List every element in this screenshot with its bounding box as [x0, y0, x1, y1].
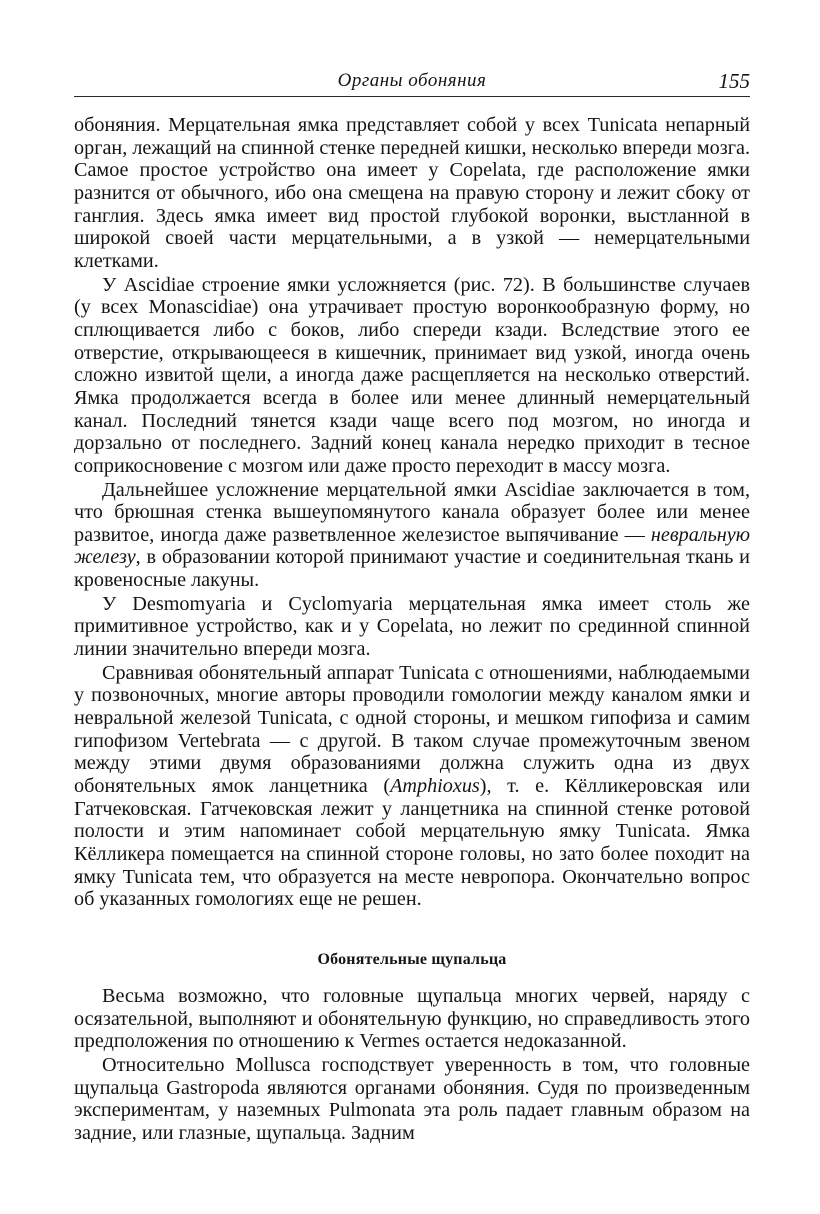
text-run: , в образовании которой принимают участие и соединительная ткань и кровеносные лакуны. [74, 546, 750, 592]
page-number: 155 [718, 69, 750, 93]
page-header [74, 68, 750, 97]
emphasized-term: невральную железу [74, 523, 750, 569]
text-run: Дальнейшее усложнение мерцательной ямки Ascidiae заключается в том, что брюшная стенка вышеупомянутого канала образует более или менее развитое, иногда даже разветвленное железистое выпячивание — [74, 478, 750, 546]
paragraph-ascidiae: У Ascidiae строение ямки усложняется (рис. 72). В большинстве случаев (у всех Monascidiae) она утрачивает простую воронкообразную форму, но сплющивается либо с боков, либо спереди кзади. Вследствие этого ее отверстие, открывающееся в кишечник, принимает вид узкой, иногда очень сложно извитой щели, а иногда даже расщепляется на несколько отверстий. Ямка продолжается всегда в более или менее длинный немерцательный канал. Последний тянется кзади чаще всего под мозгом, но иногда и дорзально от последнего. Задний конец канала нередко приходит в тесное соприкосновение с мозгом или даже просто переходит в массу мозга. [74, 273, 750, 477]
paragraph-mollusca: Относительно Mollusca господствует уверенность в том, что головные щупальца Gastropoda являются органами обоняния. Судя по произведенным экспериментам, у наземных Pulmonata эта роль падает главным образом на задние, или глазные, щупальца. Задним [74, 1053, 750, 1144]
body-text [74, 114, 750, 1145]
running-title: Органы обоняния [337, 70, 487, 91]
paragraph-homology [74, 662, 750, 911]
emphasized-term: Amphioxus [390, 775, 480, 798]
text-run: Сравнивая обонятельный аппарат Tunicata с отношениями, наблюдаемыми у позвоночных, многие авторы проводили гомологии между каналом ямки и невральной железой Tunicata, с одной стороны, и мешком гипофиза и самим гипофизом Vertebrata — с другой. В таком случае промежуточным звеном между этими двумя образованиями должна служить одна из двух обонятельных ямок ланцетника ( [74, 661, 750, 798]
section-heading: Обонятельные щупальца [317, 950, 507, 968]
paragraph-vermes: Весьма возможно, что головные щупальца многих червей, наряду с осязательной, выполняют и обонятельную функцию, но справедливость этого предположения по отношению к Vermes остается недоказанной. [74, 984, 750, 1053]
paragraph-continued: обоняния. Мерцательная ямка представляет собой у всех Tunicata непарный орган, лежащий на спинной стенке передней кишки, несколько впереди мозга. Самое простое устройство она имеет у Copelata, где расположение ямки разнится от обычного, ибо она смещена на правую сторону и лежит сбоку от ганглия. Здесь ямка имеет вид простой глубокой воронки, выстланной в широкой своей части мерцательными, а в узкой — немерцательными клетками. [74, 114, 750, 272]
paragraph-desmomyaria: У Desmomyaria и Cyclomyaria мерцательная ямка имеет столь же примитивное устройство, как и у Copelata, но лежит по срединной спинной линии значительно впереди мозга. [74, 592, 750, 661]
text-run: ), т. е. Кёлликеровская или Гатчековская. Гатчековская лежит у ланцетника на спинной стенке ротовой полости и этим напоминает собой мерцательную ямку Tunicata. Ямка Кёлликера помещается на спинной стороне головы, но зато более походит на ямку Tunicata тем, что образуется на месте невропора. Окончательно вопрос об указанных гомологиях еще не решен. [74, 775, 750, 911]
paragraph-neural-gland [74, 479, 750, 592]
